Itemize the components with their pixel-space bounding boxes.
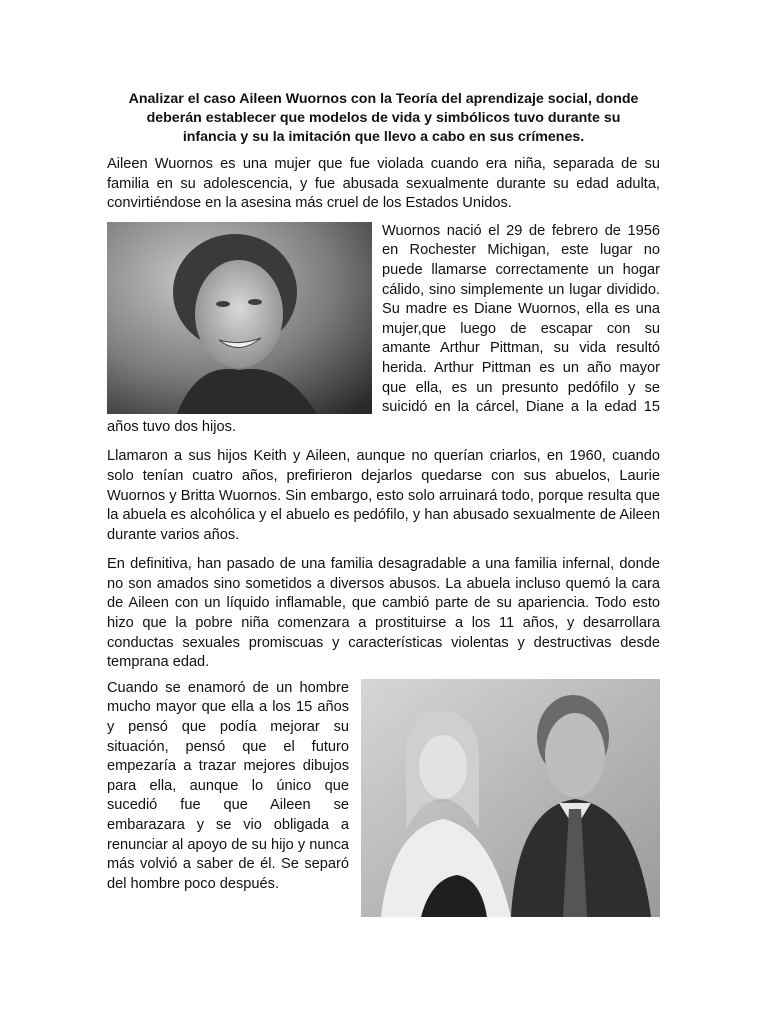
paragraph-older-man: Cuando se enamoró de un hombre mucho mayor que ella a los 15 años y pensó que podía mejorar su situación, pensó que el futuro empezaría a trazar mejores dibujos para ella, aunque lo único que sucedió fue que Aileen se embarazara y se vio obligada a renunciar al apoyo de su hijo y nunca más volvió a saber de él. Se separó del hombre poco después. xyxy=(107,679,349,892)
portrait-photo xyxy=(107,222,372,414)
paragraph-abuse: En definitiva, han pasado de una familia desagradable a una familia infernal, donde no son amados sino sometidos a diversos abusos. La abuela incluso quemó la cara de Aileen con un líquido inflamable, que cambió parte de su apariencia. Todo esto hizo que la pobre niña comenzara a prostituirse a los 11 años, y desarrollara conductas sexuales promiscuas y características violentas y destructivas desde temprana edad. xyxy=(107,556,660,671)
couple-photo xyxy=(361,679,660,917)
paragraph-children: Llamaron a sus hijos Keith y Aileen, aunque no querían criarlos, en 1960, cuando solo tenían cuatro años, prefirieron dejarlos quedarse con sus abuelos, Laurie Wuornos y Britta Wuornos. Sin embargo, esto solo arruinará todo, porque resulta que la abuela es alcohólica y el abuelo es pedófilo, y han abusado sexualmente de Aileen durante varios años. xyxy=(107,448,660,543)
document-title xyxy=(107,90,660,147)
paragraph-intro: Aileen Wuornos es una mujer que fue violada cuando era niña, separada de su familia en su adolescencia, y fue abusada sexualmente durante su edad adulta, convirtiéndose en la asesina más cruel de los Estados Unidos. xyxy=(107,156,660,212)
paragraph-birth: Wuornos nació el 29 de febrero de 1956 en Rochester Michigan, este lugar no puede llamarse correctamente un hogar cálido, sino simplemente un lugar dividido. Su madre es Diane Wuornos, ella es una mujer,que luego de escapar con su amante Arthur Pittman, su vida resultó herida. Arthur Pittman es un año mayor que ella, es un presunto pedófilo y se suicidó en la cárcel, Diane a la edad 15 años tuvo dos hijos. xyxy=(107,222,660,435)
couple-image xyxy=(361,679,660,917)
title-line-1: Analizar el caso Aileen Wuornos con la Teoría del aprendizaje social, donde xyxy=(128,91,639,107)
section-older-man xyxy=(107,679,660,921)
title-line-2: deberán establecer que modelos de vida y simbólicos tuvo durante su xyxy=(146,110,621,126)
portrait-image xyxy=(107,222,372,414)
title-line-3: infancia y su la imitación que llevo a cabo en sus crímenes. xyxy=(182,129,585,145)
document-page xyxy=(107,90,660,921)
section-birth xyxy=(107,222,660,438)
